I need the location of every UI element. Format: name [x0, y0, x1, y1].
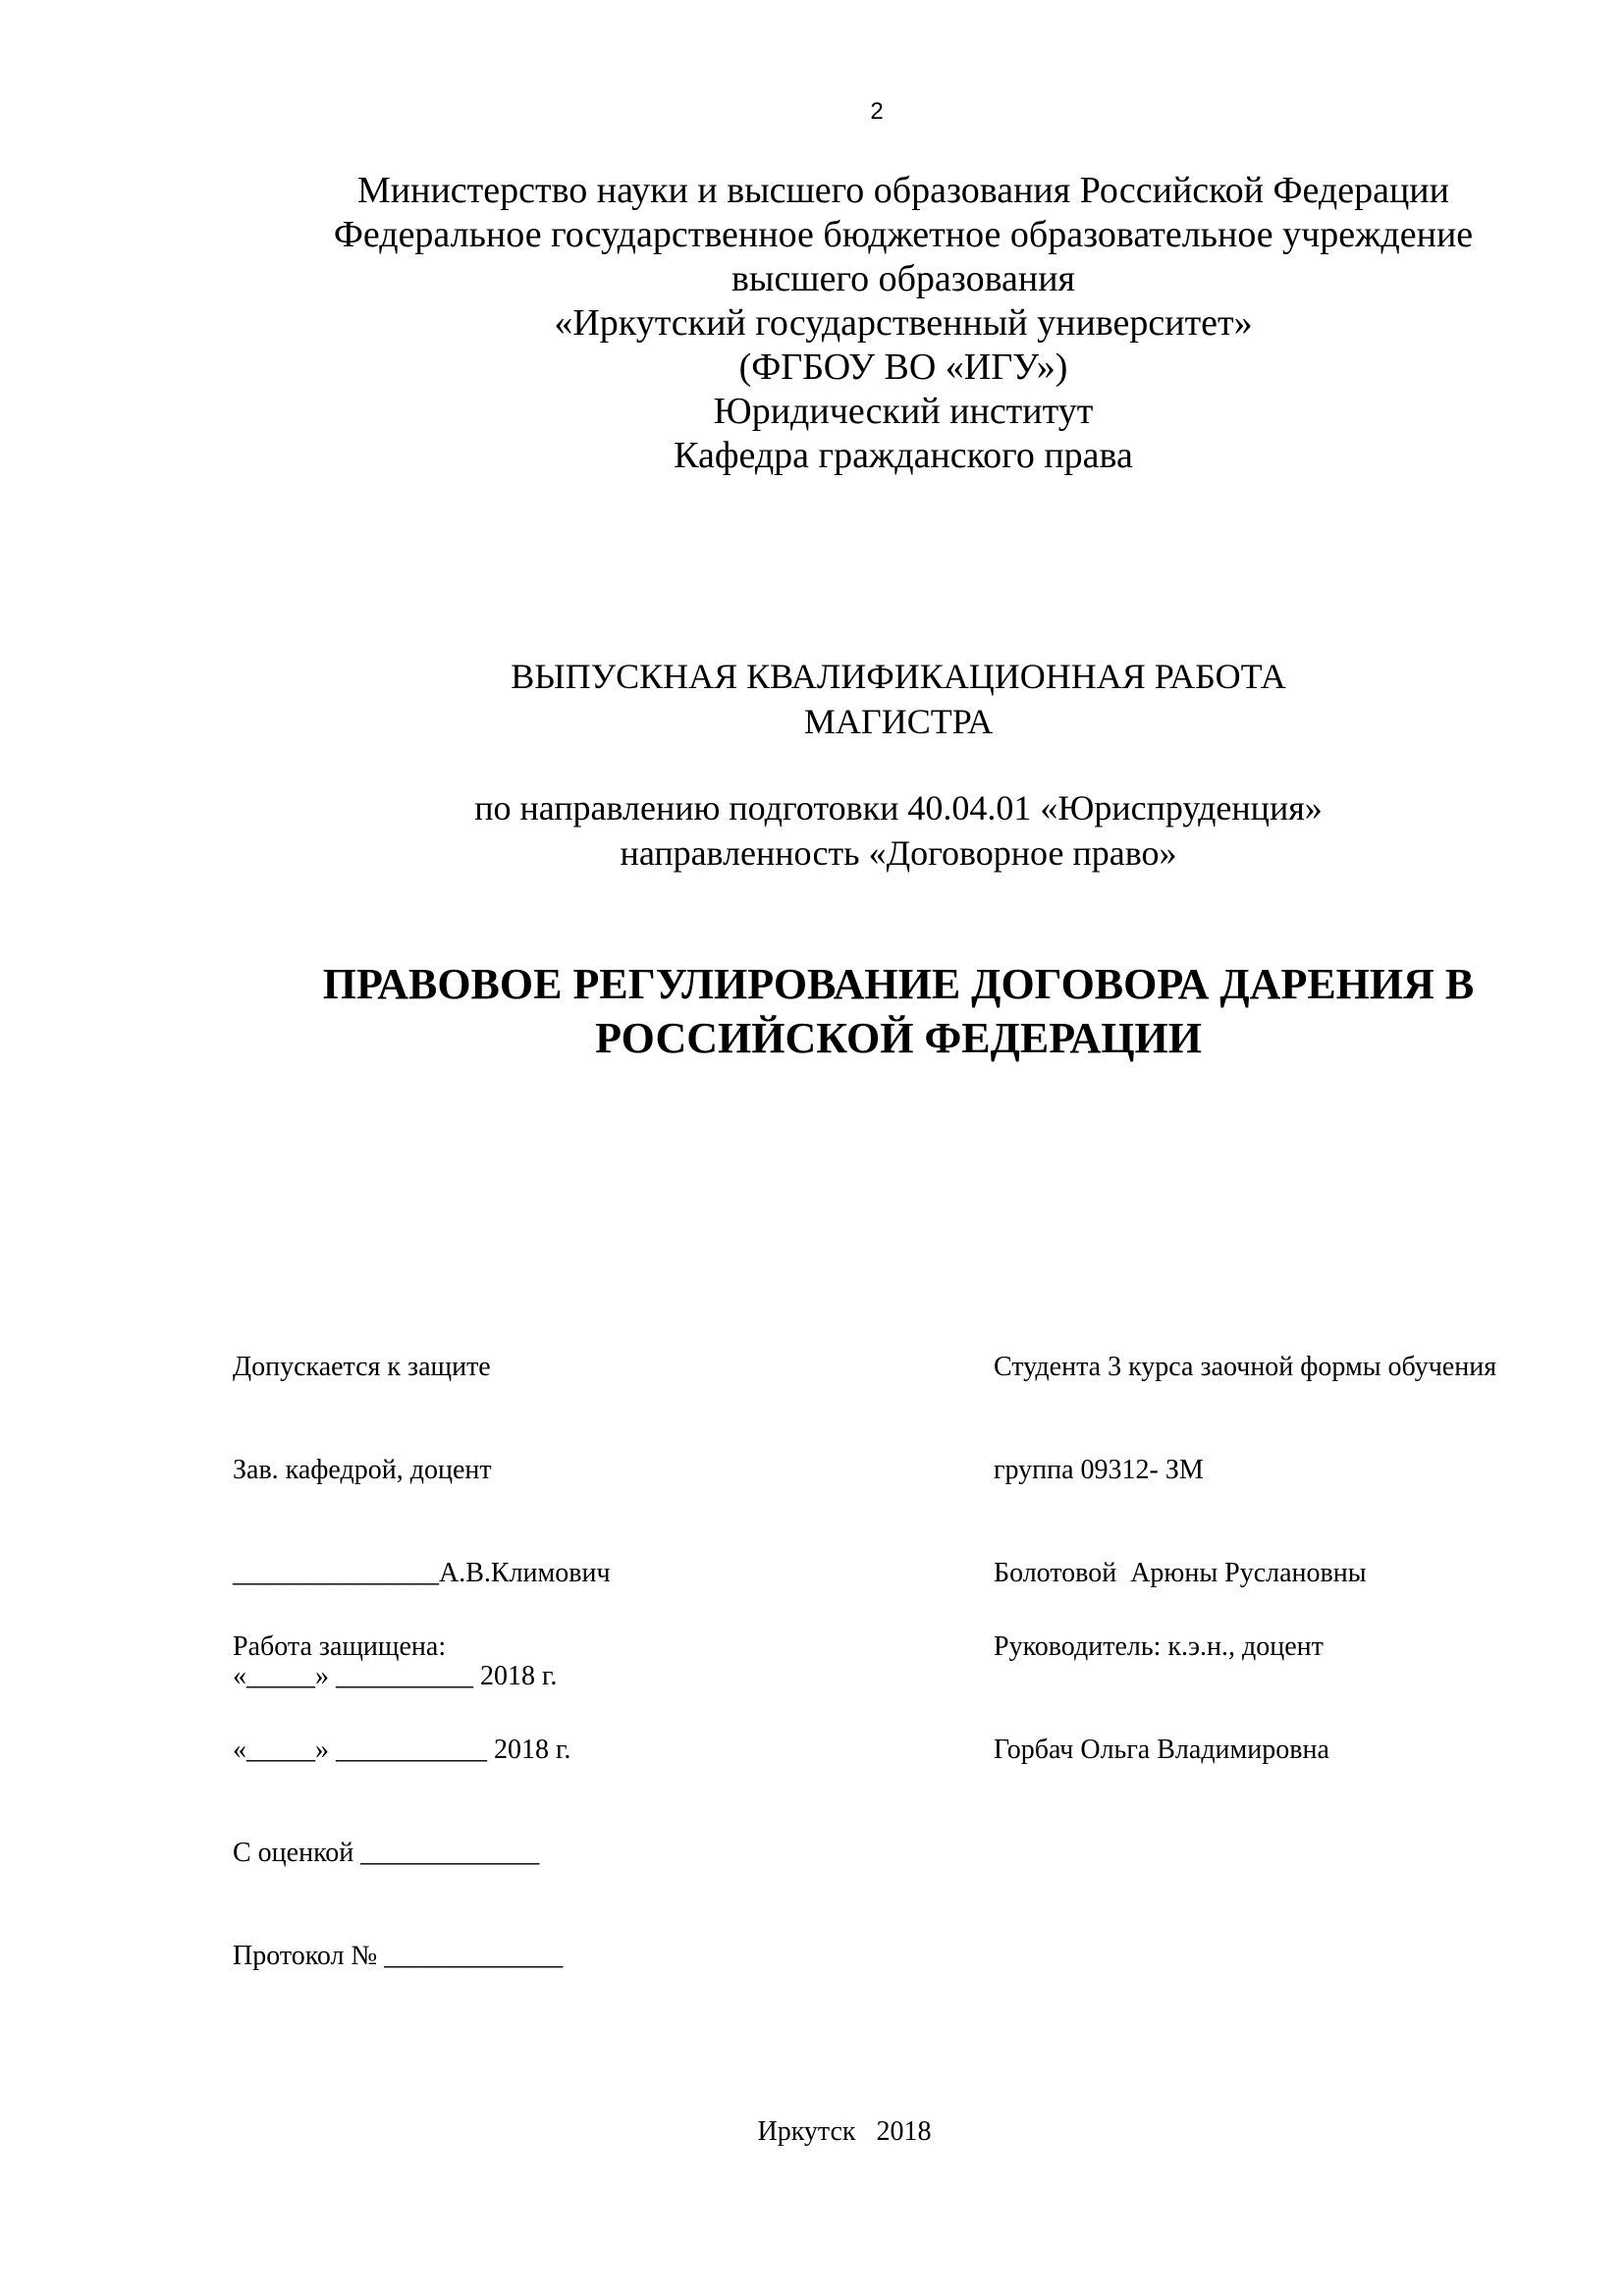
supervisor-block: [994, 1561, 1329, 1801]
defense-label: Работа защищена:: [233, 1631, 447, 1662]
institution-header: [0, 169, 1624, 478]
education-level-line: высшего образования: [731, 258, 1076, 299]
university-type-line: Федеральное государственное бюджетное образовательное учреждение: [333, 214, 1474, 255]
student-name: Болотовой Арюны Руслановны: [994, 1558, 1367, 1588]
admission-date: «_____» __________ 2018 г.: [233, 1661, 558, 1691]
student-label: Студента 3 курса заочной формы обучения: [994, 1352, 1497, 1382]
ministry-line: Министерство науки и высшего образования Российской Федерации: [357, 170, 1449, 211]
thesis-title-line-1: ПРАВОВОЕ РЕГУЛИРОВАНИЕ ДОГОВОРА ДАРЕНИЯ В: [322, 960, 1475, 1008]
direction-line: по направлению подготовки 40.04.01 «Юриспруденция»: [474, 788, 1323, 828]
page-number: 2: [870, 98, 884, 125]
study-direction: [0, 785, 1624, 876]
thesis-title: [0, 957, 1624, 1065]
institute-line: Юридический институт: [713, 391, 1094, 432]
head-position: Зав. кафедрой, доцент: [233, 1455, 492, 1485]
head-signature: _______________А.В.Климович: [233, 1558, 611, 1588]
thesis-title-line-2: РОССИЙСКОЙ ФЕДЕРАЦИИ: [595, 1014, 1202, 1062]
work-type-line-2: МАГИСТРА: [803, 702, 994, 741]
city-year-footer: Иркутск 2018: [757, 2116, 932, 2147]
admission-label: Допускается к защите: [233, 1352, 491, 1382]
defense-block: [233, 1561, 570, 2007]
defense-grade: С оценкой _____________: [233, 1838, 540, 1868]
defense-date: «_____» ___________ 2018 г.: [233, 1735, 571, 1765]
work-type-line-1: ВЫПУСКНАЯ КВАЛИФИКАЦИОННАЯ РАБОТА: [511, 657, 1286, 696]
supervisor-label: Руководитель: к.э.н., доцент: [994, 1631, 1324, 1662]
specialization-line: направленность «Договорное право»: [620, 833, 1177, 873]
department-line: Кафедра гражданского права: [674, 435, 1133, 476]
student-group: группа 09312- ЗМ: [994, 1455, 1204, 1485]
supervisor-name: Горбач Ольга Владимировна: [994, 1735, 1329, 1765]
defense-protocol: Протокол № _____________: [233, 1941, 564, 1971]
university-name-line: «Иркутский государственный университет»: [554, 302, 1253, 344]
work-type: [0, 654, 1624, 744]
university-abbr-line: (ФГБОУ ВО «ИГУ»): [738, 347, 1068, 388]
